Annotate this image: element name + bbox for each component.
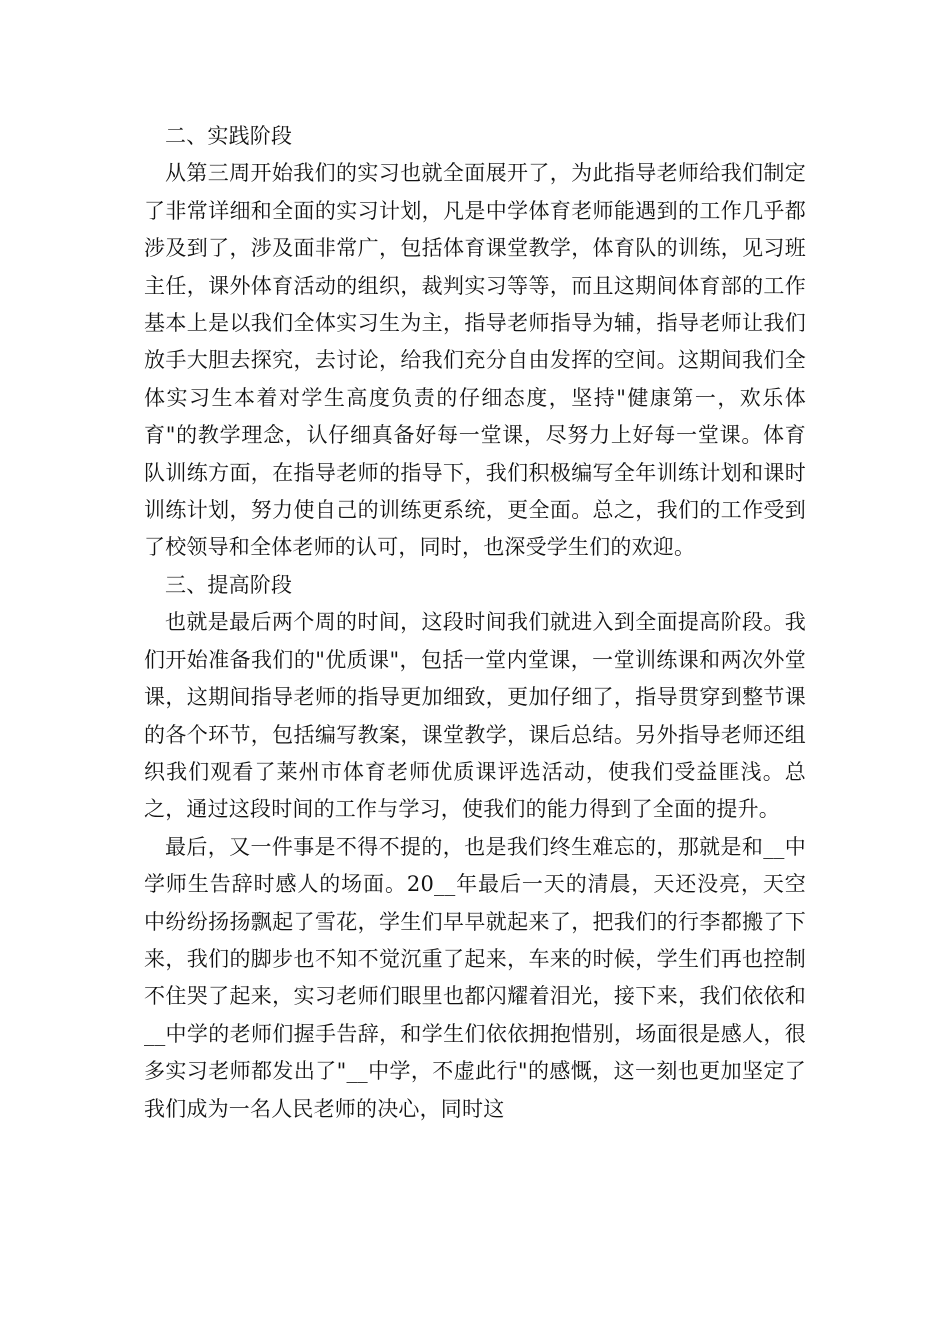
section-heading-improve: 三、提高阶段: [165, 572, 293, 597]
paragraph-final: 最后，又一件事是不得不提的，也是我们终生难忘的，那就是和__中学师生告辞时感人的场面。20__年最后一天的清晨，天还没亮，天空中纷纷扬扬飘起了雪花，学生们早早就起来了，把我们的行李都搬了下来，我们的脚步也不知不觉沉重了起来，车来的时候，学生们再也控制不住哭了起来，实习老师们眼里也都闪耀着泪光，接下来，我们依依和__中学的老师们握手告辞，和学生们依依拥抱惜别，场面很是感人，很多实习老师都发出了"__中学，不虚此行"的感慨，这一刻也更加坚定了我们成为一名人民老师的决心，同时这: [144, 834, 806, 1121]
section-heading-practice: 二、实践阶段: [165, 124, 293, 148]
paragraph-improve: 也就是最后两个周的时间，这段时间我们就进入到全面提高阶段。我们开始准备我们的"优质课"，包括一堂内堂课，一堂训练课和两次外堂课，这期间指导老师的指导更加细致，更加仔细了，指导贯穿到整节课的各个环节，包括编写教案，课堂教学，课后总结。另外指导老师还组织我们观看了莱州市体育老师优质课评选活动，使我们受益匪浅。总之，通过这段时间的工作与学习，使我们的能力得到了全面的提升。: [144, 610, 806, 822]
paragraph-practice: 从第三周开始我们的实习也就全面展开了，为此指导老师给我们制定了非常详细和全面的实习计划，凡是中学体育老师能遇到的工作几乎都涉及到了，涉及面非常广，包括体育课堂教学，体育队的训练，见习班主任，课外体育活动的组织，裁判实习等等，而且这期间体育部的工作基本上是以我们全体实习生为主，指导老师指导为辅，指导老师让我们放手大胆去探究，去讨论，给我们充分自由发挥的空间。这期间我们全体实习生本着对学生高度负责的仔细态度，坚持"健康第一，欢乐体育"的教学理念，认仔细真备好每一堂课，尽努力上好每一堂课。体育队训练方面，在指导老师的指导下，我们积极编写全年训练计划和课时训练计划，努力使自己的训练更系统，更全面。总之，我们的工作受到了校领导和全体老师的认可，同时，也深受学生们的欢迎。: [144, 161, 806, 560]
document-body: [144, 118, 806, 1128]
